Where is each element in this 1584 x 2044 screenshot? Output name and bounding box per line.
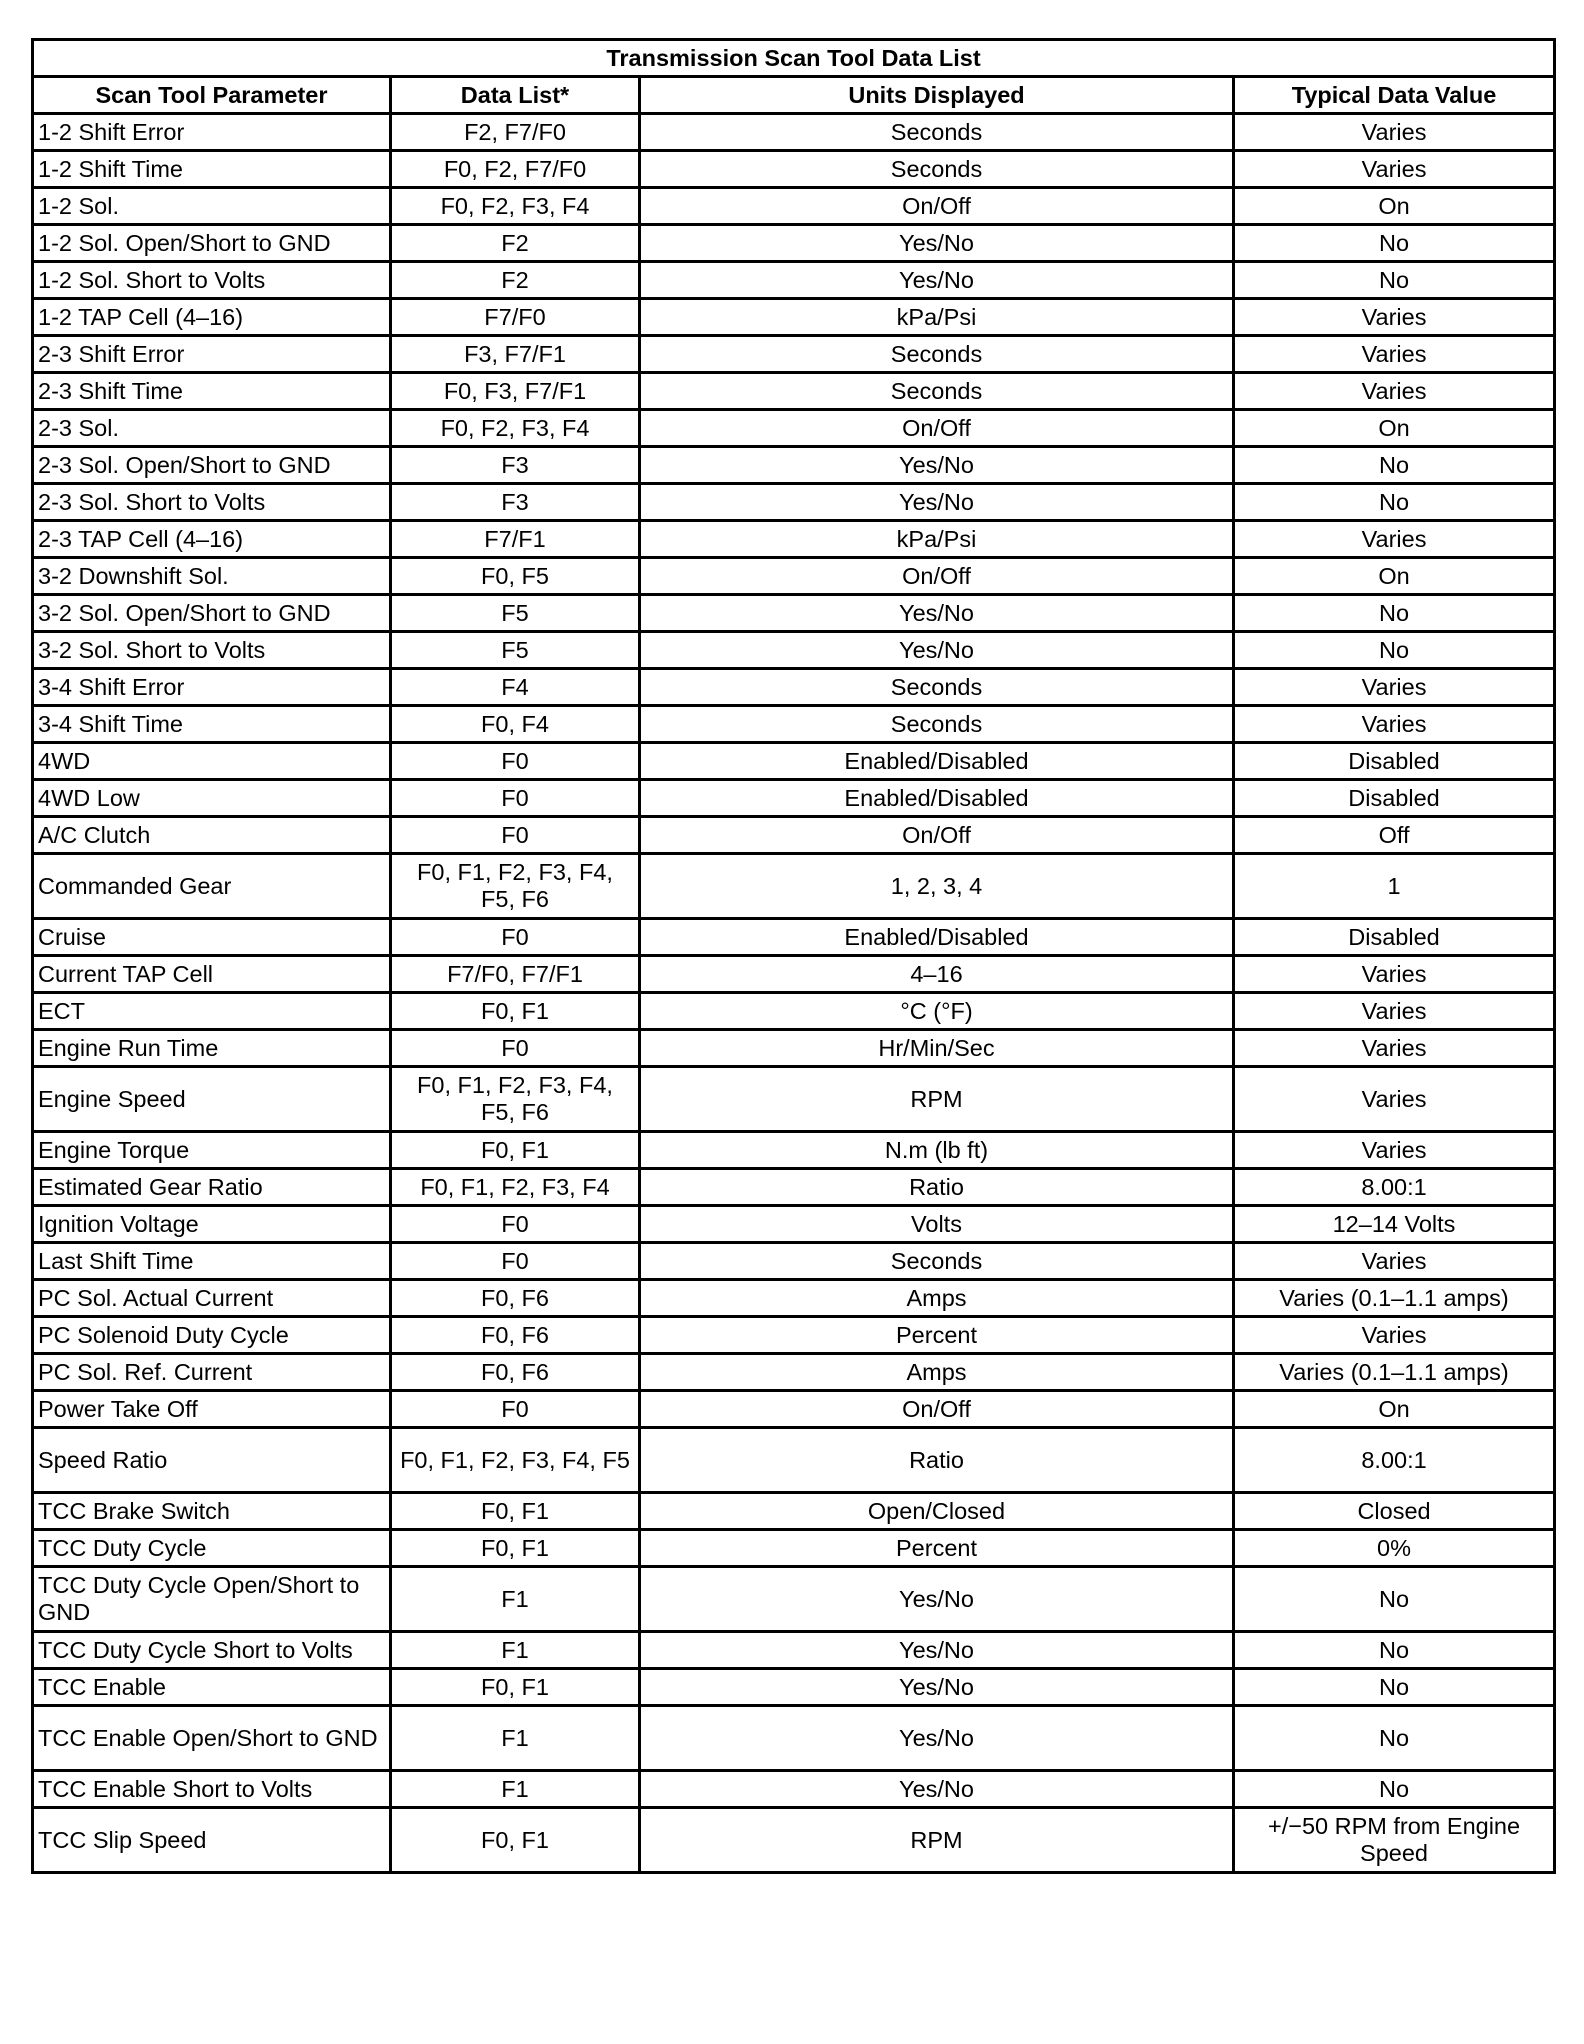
table-row	[33, 632, 1555, 669]
table-row	[33, 919, 1555, 956]
cell-parameter: Commanded Gear	[33, 854, 391, 919]
cell-units: Yes/No	[640, 1669, 1234, 1706]
cell-typical-value: 0%	[1234, 1530, 1555, 1567]
cell-data-list: F0, F1, F2, F3, F4, F5	[391, 1428, 640, 1493]
table-body	[33, 114, 1555, 1873]
cell-typical-value: No	[1234, 262, 1555, 299]
cell-units: Yes/No	[640, 632, 1234, 669]
cell-units: Yes/No	[640, 1632, 1234, 1669]
cell-units: Enabled/Disabled	[640, 780, 1234, 817]
table-row	[33, 956, 1555, 993]
table-row	[33, 1243, 1555, 1280]
cell-data-list: F0	[391, 1243, 640, 1280]
table-row	[33, 373, 1555, 410]
table-row	[33, 595, 1555, 632]
cell-parameter: PC Sol. Actual Current	[33, 1280, 391, 1317]
cell-data-list: F0	[391, 1206, 640, 1243]
cell-data-list: F0	[391, 1030, 640, 1067]
cell-units: Seconds	[640, 373, 1234, 410]
cell-typical-value: Disabled	[1234, 780, 1555, 817]
table-row	[33, 521, 1555, 558]
table-row	[33, 484, 1555, 521]
cell-data-list: F2	[391, 225, 640, 262]
cell-data-list: F1	[391, 1706, 640, 1771]
cell-typical-value: Varies	[1234, 1030, 1555, 1067]
cell-units: Seconds	[640, 114, 1234, 151]
header-scan-tool-parameter: Scan Tool Parameter	[33, 77, 391, 114]
cell-typical-value: Varies	[1234, 1317, 1555, 1354]
cell-data-list: F0	[391, 919, 640, 956]
cell-parameter: TCC Duty Cycle Open/Short to GND	[33, 1567, 391, 1632]
table-row	[33, 1169, 1555, 1206]
cell-units: Ratio	[640, 1169, 1234, 1206]
cell-typical-value: No	[1234, 632, 1555, 669]
cell-typical-value: Varies	[1234, 1243, 1555, 1280]
cell-units: °C (°F)	[640, 993, 1234, 1030]
cell-data-list: F4	[391, 669, 640, 706]
cell-data-list: F0, F6	[391, 1317, 640, 1354]
cell-typical-value: Disabled	[1234, 743, 1555, 780]
cell-data-list: F0, F1	[391, 1669, 640, 1706]
cell-typical-value: Varies	[1234, 669, 1555, 706]
table-row	[33, 1206, 1555, 1243]
cell-data-list: F0, F3, F7/F1	[391, 373, 640, 410]
cell-parameter: 2-3 Shift Time	[33, 373, 391, 410]
cell-units: kPa/Psi	[640, 299, 1234, 336]
cell-typical-value: No	[1234, 1567, 1555, 1632]
table-row	[33, 1567, 1555, 1632]
table-row	[33, 336, 1555, 373]
table-row	[33, 669, 1555, 706]
table-title: Transmission Scan Tool Data List	[33, 40, 1555, 77]
cell-data-list: F0, F2, F3, F4	[391, 410, 640, 447]
cell-parameter: TCC Slip Speed	[33, 1808, 391, 1873]
table-row	[33, 225, 1555, 262]
cell-typical-value: Varies	[1234, 299, 1555, 336]
cell-parameter: TCC Duty Cycle Short to Volts	[33, 1632, 391, 1669]
cell-typical-value: No	[1234, 1632, 1555, 1669]
cell-data-list: F5	[391, 632, 640, 669]
cell-data-list: F0, F4	[391, 706, 640, 743]
cell-parameter: Engine Torque	[33, 1132, 391, 1169]
cell-data-list: F0, F1	[391, 1493, 640, 1530]
title-row	[33, 40, 1555, 77]
cell-typical-value: Varies	[1234, 114, 1555, 151]
cell-data-list: F3, F7/F1	[391, 336, 640, 373]
table-row	[33, 1493, 1555, 1530]
table-row	[33, 1706, 1555, 1771]
cell-typical-value: Varies	[1234, 521, 1555, 558]
cell-data-list: F0, F5	[391, 558, 640, 595]
cell-parameter: 2-3 Sol. Open/Short to GND	[33, 447, 391, 484]
header-data-list: Data List*	[391, 77, 640, 114]
cell-parameter: Engine Run Time	[33, 1030, 391, 1067]
cell-units: Seconds	[640, 669, 1234, 706]
cell-data-list: F0	[391, 1391, 640, 1428]
cell-parameter: ECT	[33, 993, 391, 1030]
cell-parameter: 1-2 Sol. Short to Volts	[33, 262, 391, 299]
cell-units: Seconds	[640, 336, 1234, 373]
cell-units: On/Off	[640, 410, 1234, 447]
cell-data-list: F0, F1	[391, 1808, 640, 1873]
table-row	[33, 1530, 1555, 1567]
cell-data-list: F7/F0	[391, 299, 640, 336]
table-row	[33, 1280, 1555, 1317]
table-head	[33, 40, 1555, 114]
cell-units: 4–16	[640, 956, 1234, 993]
cell-units: Amps	[640, 1354, 1234, 1391]
cell-data-list: F3	[391, 447, 640, 484]
cell-parameter: 3-2 Sol. Short to Volts	[33, 632, 391, 669]
cell-typical-value: Varies	[1234, 1067, 1555, 1132]
table-row	[33, 854, 1555, 919]
cell-typical-value: Off	[1234, 817, 1555, 854]
cell-units: Yes/No	[640, 262, 1234, 299]
cell-typical-value: No	[1234, 447, 1555, 484]
cell-parameter: 4WD	[33, 743, 391, 780]
cell-parameter: 2-3 Shift Error	[33, 336, 391, 373]
cell-typical-value: 1	[1234, 854, 1555, 919]
cell-data-list: F0	[391, 780, 640, 817]
table-row	[33, 1317, 1555, 1354]
cell-parameter: Current TAP Cell	[33, 956, 391, 993]
table-row	[33, 817, 1555, 854]
cell-parameter: 1-2 TAP Cell (4–16)	[33, 299, 391, 336]
cell-parameter: Speed Ratio	[33, 1428, 391, 1493]
cell-units: Yes/No	[640, 1771, 1234, 1808]
cell-data-list: F2	[391, 262, 640, 299]
cell-parameter: 3-2 Downshift Sol.	[33, 558, 391, 595]
table-row	[33, 151, 1555, 188]
cell-parameter: 1-2 Sol.	[33, 188, 391, 225]
table-row	[33, 114, 1555, 151]
cell-typical-value: Disabled	[1234, 919, 1555, 956]
cell-typical-value: 8.00:1	[1234, 1428, 1555, 1493]
table-row	[33, 706, 1555, 743]
cell-parameter: Power Take Off	[33, 1391, 391, 1428]
header-units-displayed: Units Displayed	[640, 77, 1234, 114]
table-row	[33, 743, 1555, 780]
cell-data-list: F0, F1, F2, F3, F4, F5, F6	[391, 1067, 640, 1132]
table-row	[33, 1030, 1555, 1067]
cell-parameter: TCC Brake Switch	[33, 1493, 391, 1530]
table-row	[33, 262, 1555, 299]
cell-parameter: 1-2 Sol. Open/Short to GND	[33, 225, 391, 262]
table-row	[33, 1771, 1555, 1808]
cell-typical-value: Varies (0.1–1.1 amps)	[1234, 1354, 1555, 1391]
cell-units: On/Off	[640, 817, 1234, 854]
cell-typical-value: Varies	[1234, 993, 1555, 1030]
cell-typical-value: No	[1234, 1706, 1555, 1771]
cell-data-list: F0, F1, F2, F3, F4, F5, F6	[391, 854, 640, 919]
cell-typical-value: On	[1234, 188, 1555, 225]
cell-typical-value: On	[1234, 410, 1555, 447]
cell-parameter: Last Shift Time	[33, 1243, 391, 1280]
cell-units: 1, 2, 3, 4	[640, 854, 1234, 919]
cell-units: RPM	[640, 1808, 1234, 1873]
cell-units: Enabled/Disabled	[640, 919, 1234, 956]
cell-units: Open/Closed	[640, 1493, 1234, 1530]
cell-data-list: F1	[391, 1771, 640, 1808]
cell-parameter: Engine Speed	[33, 1067, 391, 1132]
table-row	[33, 558, 1555, 595]
cell-data-list: F7/F0, F7/F1	[391, 956, 640, 993]
table-row	[33, 1354, 1555, 1391]
table-row	[33, 993, 1555, 1030]
cell-parameter: 3-4 Shift Time	[33, 706, 391, 743]
cell-parameter: 1-2 Shift Error	[33, 114, 391, 151]
cell-parameter: Ignition Voltage	[33, 1206, 391, 1243]
cell-typical-value: Varies	[1234, 336, 1555, 373]
cell-units: Hr/Min/Sec	[640, 1030, 1234, 1067]
cell-parameter: 3-2 Sol. Open/Short to GND	[33, 595, 391, 632]
cell-data-list: F0, F1, F2, F3, F4	[391, 1169, 640, 1206]
cell-parameter: TCC Enable Short to Volts	[33, 1771, 391, 1808]
table-row	[33, 188, 1555, 225]
cell-parameter: TCC Enable	[33, 1669, 391, 1706]
cell-data-list: F1	[391, 1567, 640, 1632]
cell-typical-value: On	[1234, 558, 1555, 595]
cell-parameter: PC Solenoid Duty Cycle	[33, 1317, 391, 1354]
cell-typical-value: 8.00:1	[1234, 1169, 1555, 1206]
cell-units: On/Off	[640, 558, 1234, 595]
cell-parameter: 4WD Low	[33, 780, 391, 817]
cell-parameter: Cruise	[33, 919, 391, 956]
table-row	[33, 447, 1555, 484]
cell-typical-value: No	[1234, 1771, 1555, 1808]
cell-units: Yes/No	[640, 1567, 1234, 1632]
cell-parameter: 2-3 Sol. Short to Volts	[33, 484, 391, 521]
table-row	[33, 1632, 1555, 1669]
cell-data-list: F0	[391, 743, 640, 780]
cell-units: Yes/No	[640, 447, 1234, 484]
cell-data-list: F0	[391, 817, 640, 854]
cell-typical-value: Varies	[1234, 373, 1555, 410]
table-row	[33, 1132, 1555, 1169]
cell-data-list: F5	[391, 595, 640, 632]
cell-typical-value: Varies (0.1–1.1 amps)	[1234, 1280, 1555, 1317]
cell-typical-value: No	[1234, 484, 1555, 521]
table-row	[33, 1391, 1555, 1428]
cell-units: On/Off	[640, 188, 1234, 225]
cell-typical-value: On	[1234, 1391, 1555, 1428]
cell-typical-value: Varies	[1234, 956, 1555, 993]
cell-units: Percent	[640, 1530, 1234, 1567]
cell-units: N.m (lb ft)	[640, 1132, 1234, 1169]
cell-units: On/Off	[640, 1391, 1234, 1428]
cell-data-list: F0, F6	[391, 1280, 640, 1317]
cell-units: Seconds	[640, 706, 1234, 743]
cell-data-list: F0, F1	[391, 993, 640, 1030]
cell-units: Volts	[640, 1206, 1234, 1243]
cell-units: Seconds	[640, 151, 1234, 188]
cell-parameter: 2-3 Sol.	[33, 410, 391, 447]
cell-typical-value: Varies	[1234, 706, 1555, 743]
cell-units: Enabled/Disabled	[640, 743, 1234, 780]
cell-parameter: TCC Enable Open/Short to GND	[33, 1706, 391, 1771]
cell-parameter: 2-3 TAP Cell (4–16)	[33, 521, 391, 558]
cell-typical-value: Closed	[1234, 1493, 1555, 1530]
cell-units: Yes/No	[640, 595, 1234, 632]
cell-data-list: F0, F6	[391, 1354, 640, 1391]
cell-units: Ratio	[640, 1428, 1234, 1493]
cell-data-list: F7/F1	[391, 521, 640, 558]
cell-typical-value: Varies	[1234, 151, 1555, 188]
cell-data-list: F0, F2, F7/F0	[391, 151, 640, 188]
cell-typical-value: No	[1234, 595, 1555, 632]
cell-data-list: F0, F1	[391, 1530, 640, 1567]
cell-units: RPM	[640, 1067, 1234, 1132]
header-row	[33, 77, 1555, 114]
scan-tool-data-table	[31, 38, 1556, 1874]
cell-data-list: F3	[391, 484, 640, 521]
cell-data-list: F1	[391, 1632, 640, 1669]
cell-units: Yes/No	[640, 225, 1234, 262]
cell-typical-value: +/−50 RPM from Engine Speed	[1234, 1808, 1555, 1873]
table-row	[33, 1669, 1555, 1706]
table-row	[33, 1067, 1555, 1132]
table-row	[33, 299, 1555, 336]
cell-data-list: F2, F7/F0	[391, 114, 640, 151]
cell-parameter: 3-4 Shift Error	[33, 669, 391, 706]
table-row	[33, 1428, 1555, 1493]
cell-units: Percent	[640, 1317, 1234, 1354]
cell-units: Amps	[640, 1280, 1234, 1317]
cell-parameter: A/C Clutch	[33, 817, 391, 854]
cell-units: Yes/No	[640, 1706, 1234, 1771]
cell-typical-value: No	[1234, 1669, 1555, 1706]
cell-parameter: TCC Duty Cycle	[33, 1530, 391, 1567]
cell-units: Seconds	[640, 1243, 1234, 1280]
cell-data-list: F0, F1	[391, 1132, 640, 1169]
table-row	[33, 780, 1555, 817]
cell-typical-value: No	[1234, 225, 1555, 262]
table-row	[33, 1808, 1555, 1873]
header-typical-data-value: Typical Data Value	[1234, 77, 1555, 114]
cell-typical-value: 12–14 Volts	[1234, 1206, 1555, 1243]
table-row	[33, 410, 1555, 447]
cell-units: Yes/No	[640, 484, 1234, 521]
cell-data-list: F0, F2, F3, F4	[391, 188, 640, 225]
cell-units: kPa/Psi	[640, 521, 1234, 558]
cell-parameter: PC Sol. Ref. Current	[33, 1354, 391, 1391]
cell-parameter: Estimated Gear Ratio	[33, 1169, 391, 1206]
cell-parameter: 1-2 Shift Time	[33, 151, 391, 188]
cell-typical-value: Varies	[1234, 1132, 1555, 1169]
